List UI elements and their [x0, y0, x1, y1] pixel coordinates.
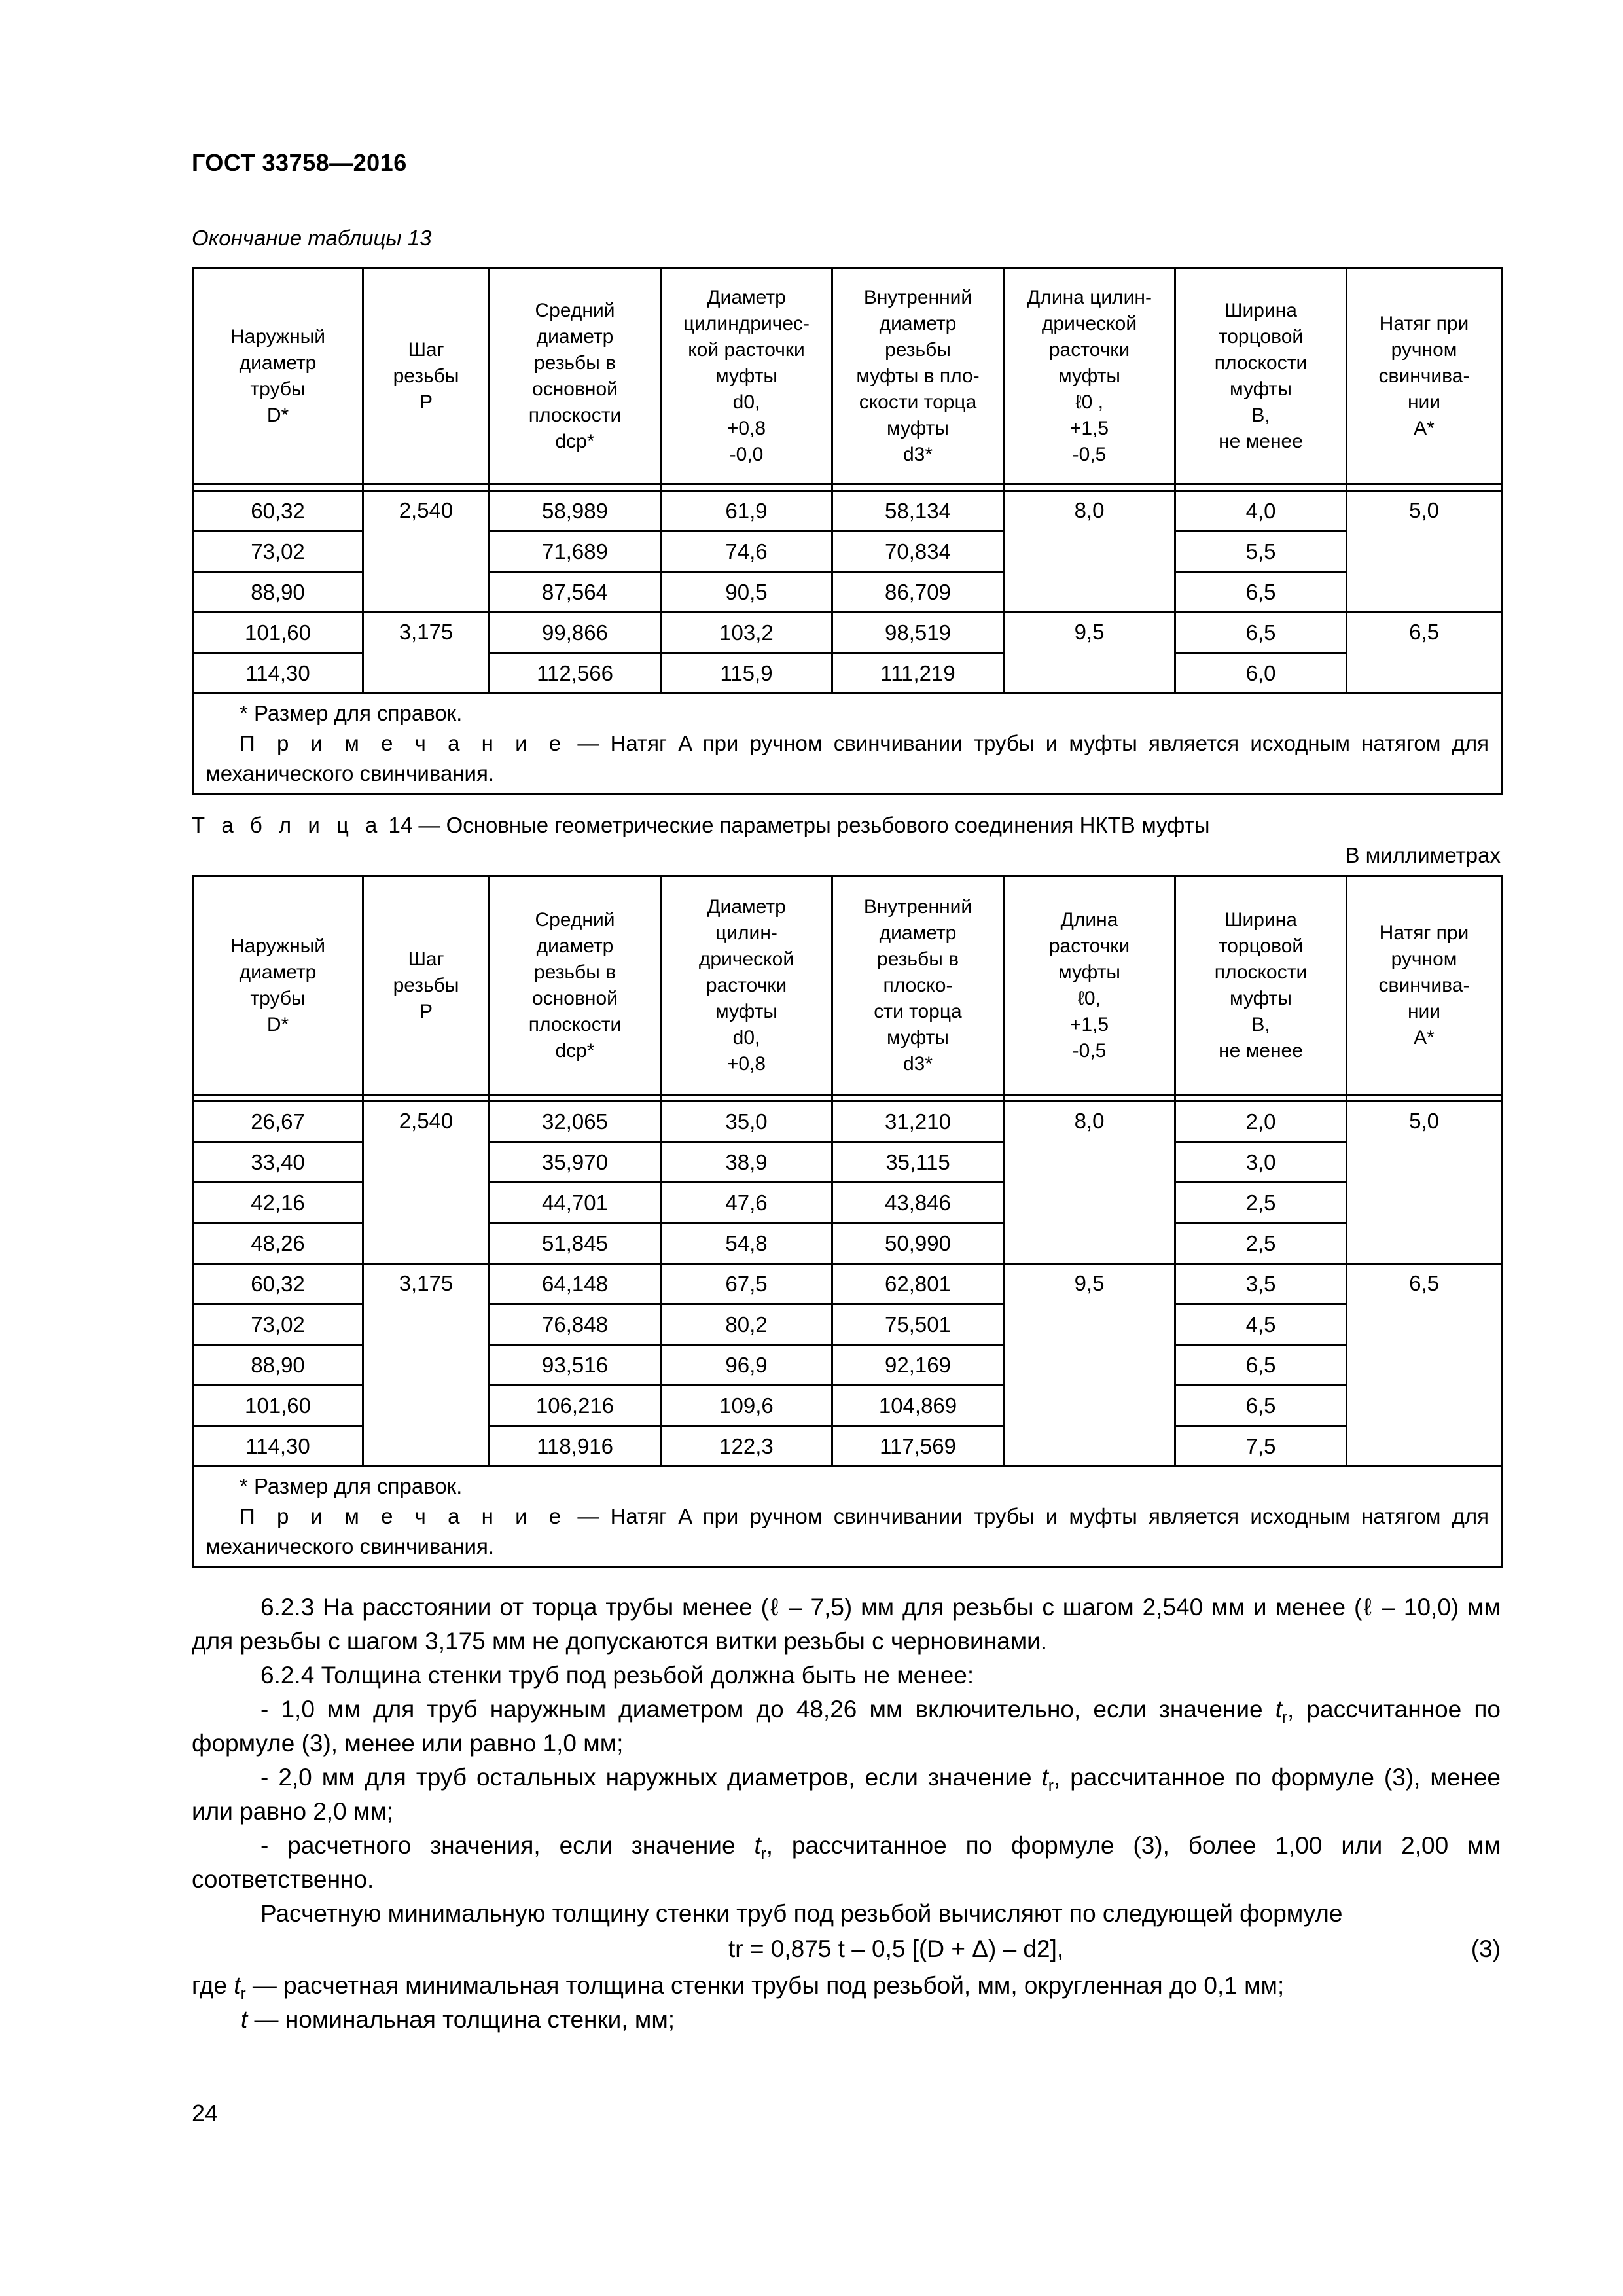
- table-cell: 76,848: [490, 1304, 661, 1345]
- header-line: плоскости: [1214, 351, 1308, 374]
- header-line: Шаг: [408, 338, 444, 361]
- header-line: -0,5: [1072, 443, 1107, 465]
- table-cell: 54,8: [661, 1223, 832, 1264]
- table-cell: 87,564: [490, 572, 661, 613]
- table-cell: 3,175: [363, 613, 490, 694]
- header-line: плоско-: [883, 974, 953, 996]
- table-cell: 122,3: [661, 1426, 832, 1467]
- header-line: d3*: [902, 1052, 933, 1075]
- column-header: [1347, 876, 1502, 1095]
- table-cell: 6,0: [1175, 653, 1347, 694]
- sym-r: r: [760, 1845, 766, 1863]
- table-row: [193, 1264, 1502, 1304]
- table-cell: 114,30: [193, 653, 363, 694]
- header-line: резьбы: [885, 338, 951, 361]
- gap-cell: [1175, 484, 1347, 491]
- header-line: +0,8: [726, 1052, 766, 1075]
- formula-line: [192, 1931, 1501, 1969]
- header-line: Внутренний: [863, 895, 972, 918]
- table-cell: 5,0: [1347, 1102, 1502, 1264]
- bullet-3: [192, 1829, 1501, 1897]
- table-cell: 5,0: [1347, 491, 1502, 613]
- where-line: [192, 1969, 1501, 2003]
- header-line: dср*: [555, 1039, 595, 1062]
- header-line: диаметр: [239, 351, 317, 374]
- table-cell: 74,6: [661, 531, 832, 572]
- header-line: Натяг при: [1379, 312, 1469, 334]
- formula-number: (3): [1471, 1935, 1501, 1962]
- sym-r: r: [1048, 1777, 1054, 1795]
- sym-t: t: [1275, 1696, 1283, 1723]
- gap-cell: [661, 1095, 832, 1102]
- sym-t: t: [241, 2006, 248, 2033]
- table-cell: 3,0: [1175, 1142, 1347, 1183]
- header-line: -0,5: [1072, 1039, 1107, 1062]
- column-header: [1004, 268, 1175, 484]
- paragraph-6-2-4: 6.2.4 Толщина стенки труб под резьбой должна быть не менее:: [260, 1662, 974, 1689]
- table-cell: 2,540: [363, 1102, 490, 1264]
- bullet-2-b: , рассчитанное по формуле (3), менее или равно 2,0 мм;: [192, 1764, 1501, 1825]
- note: [205, 1501, 1489, 1562]
- header-line: Диаметр: [707, 895, 786, 918]
- bullet-3-b: , рассчитанное по формуле (3), более 1,00 или 2,00 мм соответственно.: [192, 1832, 1501, 1893]
- gap-cell: [661, 484, 832, 491]
- gap-cell: [1004, 484, 1175, 491]
- header-line: резьбы в: [533, 961, 616, 983]
- table-cell: 6,5: [1175, 1386, 1347, 1426]
- header-line: Диаметр: [707, 286, 786, 308]
- table-cell: 5,5: [1175, 531, 1347, 572]
- header-line: дрической: [1041, 312, 1137, 334]
- header-line: резьбы в: [533, 351, 616, 374]
- header-line: кой расточки: [688, 338, 805, 361]
- table-cell: 6,5: [1347, 613, 1502, 694]
- header-line: D*: [266, 404, 289, 426]
- column-header: [1175, 268, 1347, 484]
- table-cell: 4,0: [1175, 491, 1347, 531]
- paragraph-calc: Расчетную минимальную толщину стенки труб под резьбой вычисляют по следующей формуле: [260, 1900, 1343, 1927]
- notes-row: [193, 694, 1502, 794]
- gap-cell: [490, 484, 661, 491]
- table-cell: 2,540: [363, 491, 490, 613]
- table-cell: 104,869: [832, 1386, 1004, 1426]
- column-header: [1175, 876, 1347, 1095]
- table-cell: 33,40: [193, 1142, 363, 1183]
- table14-units: В миллиметрах: [1345, 843, 1501, 867]
- header-line: P: [419, 391, 433, 413]
- header-line: резьбы: [393, 365, 459, 387]
- table-cell: 101,60: [193, 1386, 363, 1426]
- header-line: нии: [1407, 1000, 1441, 1022]
- header-line: Ширина: [1224, 908, 1297, 931]
- table-cell: 9,5: [1004, 1264, 1175, 1467]
- bullet-2-a: - 2,0 мм для труб остальных наружных диаметров, если значение: [260, 1764, 1042, 1791]
- sym-t: t: [1041, 1764, 1048, 1791]
- notes-row: [193, 1467, 1502, 1567]
- where-b: — расчетная минимальная толщина стенки трубы под резьбой, мм, округленная до 0,1 мм;: [245, 1972, 1285, 1999]
- table-cell: 60,32: [193, 491, 363, 531]
- table-cell: 26,67: [193, 1102, 363, 1142]
- sym-r: r: [240, 1985, 246, 2003]
- table-cell: 35,970: [490, 1142, 661, 1183]
- table-cell: 38,9: [661, 1142, 832, 1183]
- header-line: расточки: [705, 974, 787, 996]
- table-cell: 96,9: [661, 1345, 832, 1386]
- bullet-1-b: , рассчитанное по формуле (3), менее или равно 1,0 мм;: [192, 1696, 1501, 1757]
- header-line: плоскости: [528, 404, 622, 426]
- footnote: * Размер для справок.: [240, 1474, 463, 1498]
- header-line: d3*: [902, 443, 933, 465]
- table-cell: 6,5: [1175, 613, 1347, 653]
- table-cell: 6,5: [1175, 572, 1347, 613]
- header-line: +1,5: [1069, 417, 1109, 439]
- table-cell: 71,689: [490, 531, 661, 572]
- column-header: [661, 876, 832, 1095]
- bullet-1-a: - 1,0 мм для труб наружным диаметром до 48,26 мм включительно, если значение: [260, 1696, 1275, 1723]
- bullet-2: [192, 1761, 1501, 1829]
- header-line: свинчива-: [1378, 365, 1470, 387]
- header-line: не менее: [1219, 1039, 1303, 1062]
- gap-cell: [193, 1095, 363, 1102]
- table-cell: 106,216: [490, 1386, 661, 1426]
- header-line: сти торца: [874, 1000, 962, 1022]
- table14-caption-label: Т а б л и ц а: [192, 813, 383, 837]
- header-line: нии: [1407, 391, 1441, 413]
- bullet-3-a: - расчетного значения, если значение: [260, 1832, 755, 1859]
- t-def: — номинальная толщина стенки, мм;: [247, 2006, 675, 2033]
- header-line: dср*: [555, 430, 595, 452]
- column-header: [832, 876, 1004, 1095]
- header-line: Внутренний: [863, 286, 972, 308]
- table-cell: 42,16: [193, 1183, 363, 1223]
- header-gap: [193, 484, 1502, 491]
- table-cell: 43,846: [832, 1183, 1004, 1223]
- gap-cell: [1004, 1095, 1175, 1102]
- table-cell: 114,30: [193, 1426, 363, 1467]
- gap-cell: [832, 1095, 1004, 1102]
- column-header: [363, 268, 490, 484]
- header-line: резьбы в: [876, 948, 959, 970]
- header-line: Наружный: [230, 325, 325, 348]
- table-cell: 62,801: [832, 1264, 1004, 1304]
- header-line: плоскости: [1214, 961, 1308, 983]
- note-label: П р и м е ч а н и е: [240, 1504, 567, 1528]
- table-cell: 8,0: [1004, 1102, 1175, 1264]
- bullet-1: [192, 1693, 1501, 1761]
- table-cell: 67,5: [661, 1264, 832, 1304]
- column-header: [193, 268, 363, 484]
- column-header: [363, 876, 490, 1095]
- header-line: муфты: [887, 417, 949, 439]
- sym-t: t: [754, 1832, 761, 1859]
- table-row: [193, 491, 1502, 531]
- table-cell: 103,2: [661, 613, 832, 653]
- table-cell: 35,0: [661, 1102, 832, 1142]
- header-line: основной: [532, 987, 618, 1009]
- gap-cell: [1347, 1095, 1502, 1102]
- header-line: Длина цилин-: [1027, 286, 1152, 308]
- header-line: Наружный: [230, 935, 325, 957]
- table-cell: 93,516: [490, 1345, 661, 1386]
- table-cell: 58,134: [832, 491, 1004, 531]
- header-line: дрической: [698, 948, 794, 970]
- header-line: P: [419, 1000, 433, 1022]
- note-text: — Натяг A при ручном свинчивании трубы и муфты является исходным натягом для механического свинчивания.: [205, 1504, 1489, 1558]
- table-cell: 118,916: [490, 1426, 661, 1467]
- table-cell: 9,5: [1004, 613, 1175, 694]
- header-line: расточки: [1048, 338, 1130, 361]
- gap-cell: [193, 484, 363, 491]
- table-cell: 2,5: [1175, 1183, 1347, 1223]
- header-line: Шаг: [408, 948, 444, 970]
- header-line: муфты в пло-: [856, 365, 980, 387]
- header-line: диаметр: [879, 312, 957, 334]
- paragraph-6-2-3: 6.2.3 На расстоянии от торца трубы менее (ℓ – 7,5) мм для резьбы с шагом 2,540 мм и менее (ℓ – 10,0) мм для резьбы с шагом 3,175 мм не допускаются витки резьбы с черновинами.: [192, 1594, 1501, 1655]
- table13-header-row: [193, 268, 1502, 484]
- table14-caption: [192, 813, 1209, 838]
- table-cell: 92,169: [832, 1345, 1004, 1386]
- body-text: [192, 1590, 1501, 2037]
- table-cell: 98,519: [832, 613, 1004, 653]
- header-line: -0,0: [729, 443, 764, 465]
- note-label: П р и м е ч а н и е: [240, 731, 567, 755]
- gap-cell: [1175, 1095, 1347, 1102]
- column-header: [832, 268, 1004, 484]
- header-line: Натяг при: [1379, 922, 1469, 944]
- column-header: [661, 268, 832, 484]
- header-line: Средний: [535, 908, 615, 931]
- table14-caption-text: 14 — Основные геометрические параметры резьбового соединения НКТВ муфты: [382, 813, 1210, 837]
- table-cell: 86,709: [832, 572, 1004, 613]
- header-line: Средний: [535, 299, 615, 321]
- table-cell: 101,60: [193, 613, 363, 653]
- table-cell: 60,32: [193, 1264, 363, 1304]
- table-cell: 64,148: [490, 1264, 661, 1304]
- table-cell: 6,5: [1175, 1345, 1347, 1386]
- page-number: 24: [192, 2100, 219, 2126]
- header-line: муфты: [1230, 378, 1292, 400]
- table14: [192, 875, 1503, 1568]
- table-cell: 111,219: [832, 653, 1004, 694]
- header-line: скости торца: [859, 391, 977, 413]
- table-cell: 112,566: [490, 653, 661, 694]
- note-text: — Натяг A при ручном свинчивании трубы и муфты является исходным натягом для механического свинчивания.: [205, 731, 1489, 785]
- header-line: диаметр: [536, 325, 614, 348]
- column-header: [490, 268, 661, 484]
- header-line: диаметр: [536, 935, 614, 957]
- footnote: * Размер для справок.: [240, 701, 463, 725]
- table-cell: 32,065: [490, 1102, 661, 1142]
- table13-caption: Окончание таблицы 13: [192, 226, 432, 250]
- table-cell: 99,866: [490, 613, 661, 653]
- gap-cell: [832, 484, 1004, 491]
- table-cell: 47,6: [661, 1183, 832, 1223]
- table-cell: 7,5: [1175, 1426, 1347, 1467]
- header-line: трубы: [250, 987, 306, 1009]
- table-cell: 61,9: [661, 491, 832, 531]
- header-line: муфты: [715, 365, 777, 387]
- document-code: ГОСТ 33758—2016: [192, 149, 407, 176]
- table13: [192, 267, 1503, 795]
- table-cell: 6,5: [1347, 1264, 1502, 1467]
- table14-header-row: [193, 876, 1502, 1095]
- table-cell: 70,834: [832, 531, 1004, 572]
- header-line: свинчива-: [1378, 974, 1470, 996]
- header-line: ℓ0 ,: [1075, 391, 1104, 413]
- header-line: d0,: [732, 1026, 760, 1049]
- header-line: трубы: [250, 378, 306, 400]
- sym-r: r: [1282, 1709, 1288, 1727]
- t-definition: [192, 2003, 1501, 2037]
- header-line: плоскости: [528, 1013, 622, 1035]
- header-line: диаметр: [879, 922, 957, 944]
- table-cell: 115,9: [661, 653, 832, 694]
- header-line: основной: [532, 378, 618, 400]
- table-cell: 88,90: [193, 1345, 363, 1386]
- notes-cell: [193, 1467, 1502, 1567]
- header-line: B,: [1251, 1013, 1270, 1035]
- table-cell: 31,210: [832, 1102, 1004, 1142]
- header-line: диаметр: [239, 961, 317, 983]
- header-line: A*: [1414, 417, 1435, 439]
- table-cell: 48,26: [193, 1223, 363, 1264]
- header-line: муфты: [1230, 987, 1292, 1009]
- header-line: торцовой: [1218, 935, 1304, 957]
- note: [205, 728, 1489, 789]
- header-line: B,: [1251, 404, 1270, 426]
- table-cell: 35,115: [832, 1142, 1004, 1183]
- header-line: Ширина: [1224, 299, 1297, 321]
- header-line: ручном: [1391, 338, 1457, 361]
- table-cell: 73,02: [193, 1304, 363, 1345]
- header-line: торцовой: [1218, 325, 1304, 348]
- table-cell: 44,701: [490, 1183, 661, 1223]
- table-row: [193, 613, 1502, 653]
- gap-cell: [1347, 484, 1502, 491]
- header-line: муфты: [715, 1000, 777, 1022]
- table-cell: 50,990: [832, 1223, 1004, 1264]
- table-cell: 2,5: [1175, 1223, 1347, 1264]
- table-cell: 51,845: [490, 1223, 661, 1264]
- notes-cell: [193, 694, 1502, 794]
- table-cell: 3,5: [1175, 1264, 1347, 1304]
- column-header: [490, 876, 661, 1095]
- table-cell: 80,2: [661, 1304, 832, 1345]
- header-line: не менее: [1219, 430, 1303, 452]
- header-line: муфты: [1058, 365, 1120, 387]
- table-cell: 8,0: [1004, 491, 1175, 613]
- header-line: муфты: [1058, 961, 1120, 983]
- table-cell: 3,175: [363, 1264, 490, 1467]
- header-line: Длина: [1060, 908, 1118, 931]
- gap-cell: [363, 1095, 490, 1102]
- header-line: d0,: [732, 391, 760, 413]
- header-line: +0,8: [726, 417, 766, 439]
- header-line: муфты: [887, 1026, 949, 1049]
- header-line: расточки: [1048, 935, 1130, 957]
- table-cell: 88,90: [193, 572, 363, 613]
- header-line: +1,5: [1069, 1013, 1109, 1035]
- gap-cell: [363, 484, 490, 491]
- column-header: [1347, 268, 1502, 484]
- table-cell: 109,6: [661, 1386, 832, 1426]
- table-cell: 90,5: [661, 572, 832, 613]
- table-row: [193, 1102, 1502, 1142]
- table-cell: 73,02: [193, 531, 363, 572]
- table-cell: 4,5: [1175, 1304, 1347, 1345]
- header-line: D*: [266, 1013, 289, 1035]
- header-line: цилиндричес-: [683, 312, 810, 334]
- header-line: ℓ0,: [1078, 987, 1101, 1009]
- gap-cell: [490, 1095, 661, 1102]
- header-gap: [193, 1095, 1502, 1102]
- table-cell: 58,989: [490, 491, 661, 531]
- table-cell: 2,0: [1175, 1102, 1347, 1142]
- header-line: резьбы: [393, 974, 459, 996]
- header-line: ручном: [1391, 948, 1457, 970]
- column-header: [193, 876, 363, 1095]
- table-cell: 117,569: [832, 1426, 1004, 1467]
- column-header: [1004, 876, 1175, 1095]
- header-line: цилин-: [715, 922, 777, 944]
- sym-t: t: [234, 1972, 241, 1999]
- where-a: где: [192, 1972, 234, 1999]
- table-cell: 75,501: [832, 1304, 1004, 1345]
- formula: tr = 0,875 t – 0,5 [(D + Δ) – d2],: [728, 1935, 1064, 1962]
- header-line: A*: [1414, 1026, 1435, 1049]
